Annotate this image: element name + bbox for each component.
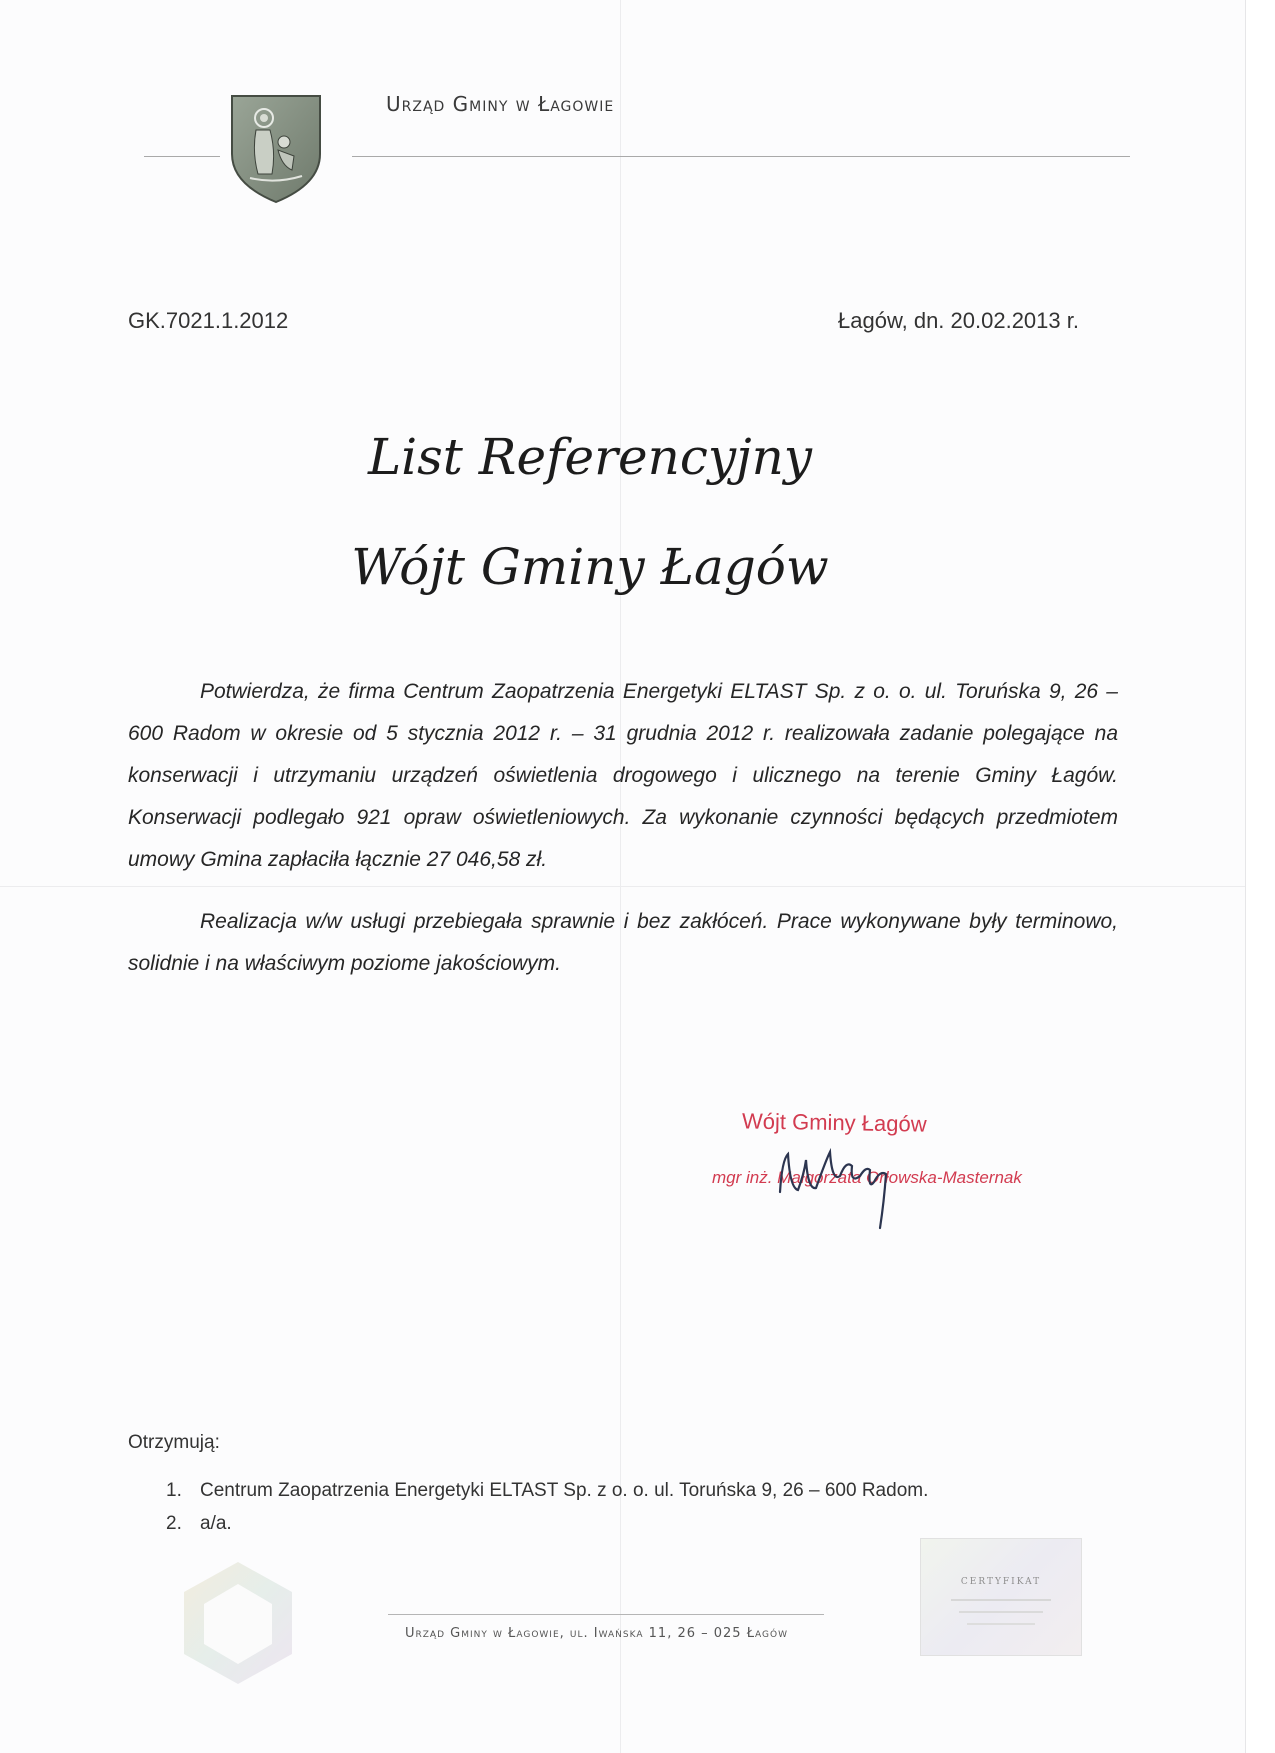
letter-subtitle: Wójt Gminy Łagów [351,538,829,596]
reference-number: GK.7021.1.2012 [128,308,289,333]
list-item [166,1474,928,1507]
header-rule-left [144,156,220,157]
hexagon-logo-icon [178,1558,298,1688]
letter-title: List Referencyjny [367,428,813,486]
certificate-line [951,1599,1051,1601]
stamp-title: Wójt Gminy Łagów [741,1108,927,1137]
stamp-name: mgr inż. Małgorzata Orłowska-Masternak [712,1168,1022,1187]
list-item-text: a/a. [200,1513,232,1534]
footer-rule [388,1614,824,1615]
certificate-line [967,1623,1035,1625]
certificate-title: CERTYFIKAT [960,1577,1042,1587]
header-rule-right [352,156,1130,157]
list-item-number: 1. [166,1480,182,1501]
certificate-icon [920,1538,1082,1656]
recipients-list [166,1474,928,1540]
body-paragraph-1: Potwierdza, że firma Centrum Zaopatrzenia Energetyki ELTAST Sp. z o. o. ul. Toruńska 9, 26 – 600 Radom w okresie od 5 stycznia 2012 r. – 31 grudnia 2012 r. realizowała zadanie polegające na konserwacji i utrzymaniu urządzeń oświetlenia drogowego i ulicznego na terenie Gminy Łagów. Konserwacji podlegało 921 opraw oświetleniowych. Za wykonanie czynności będących przedmiotem umowy Gmina zapłaciła łącznie 27 046,58 zł. [128,680,1118,871]
list-item-text: Centrum Zaopatrzenia Energetyki ELTAST Sp. z o. o. ul. Toruńska 9, 26 – 600 Radom. [200,1480,929,1501]
fold-line-horizontal [0,886,1245,887]
coat-of-arms-icon [228,92,324,204]
recipients-label: Otrzymują: [128,1432,220,1453]
list-item-number: 2. [166,1513,182,1534]
footer-address: Urząd Gminy w Łagowie, ul. Iwańska 11, 26 – 025 Łagów [405,1626,788,1641]
place-date: Łagów, dn. 20.02.2013 r. [838,308,1079,333]
certificate-line [959,1611,1043,1613]
list-item [166,1507,928,1540]
body-paragraph-2: Realizacja w/w usługi przebiegała sprawnie i bez zakłóceń. Prace wykonywane były terminowo, solidnie i na właściwym poziome jakościowym. [128,910,1118,975]
signature-icon [770,1130,910,1240]
organization-name: Urząd Gminy w Łagowie [386,92,615,116]
page-edge [1245,0,1275,1753]
